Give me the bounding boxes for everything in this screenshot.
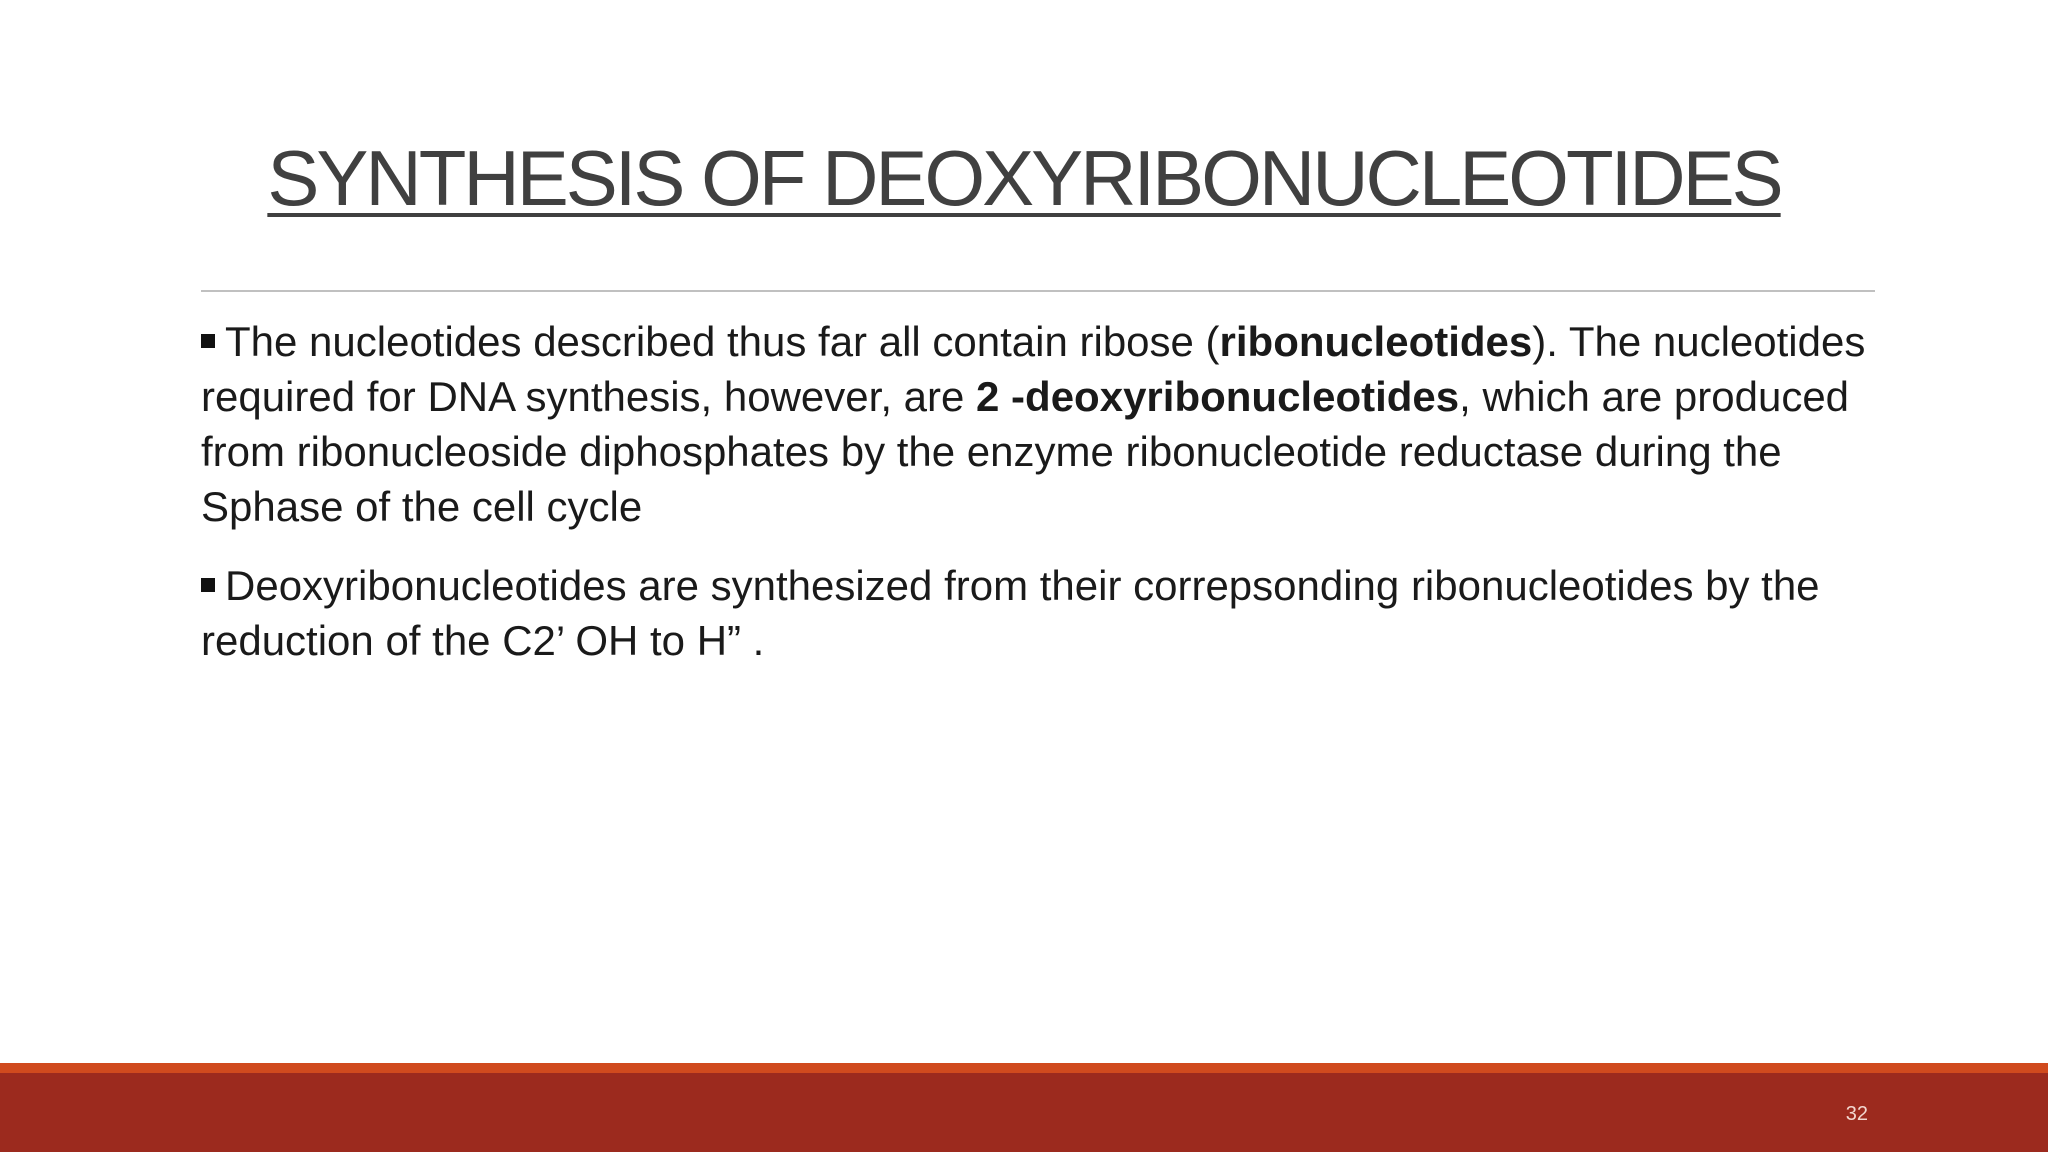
bullet-1-text-a: The nucleotides described thus far all contain ribose ( (225, 318, 1220, 365)
title-divider (201, 290, 1875, 292)
slide-body (188, 314, 1888, 692)
bullet-1-bold-ribonucleotides: ribonucleotides (1219, 318, 1533, 365)
bullet-2-text: Deoxyribonucleotides are synthesized from their correpsonding ribonucleotides by the reduction of the C2’ OH to H” . (201, 562, 1820, 664)
bullet-item-2 (188, 558, 1888, 668)
bullet-1-text-b: ). The nucleotides required for DNA synthesis, however, are (201, 318, 1866, 420)
bullet-1-text-c: , which are produced from ribonucleoside diphosphates by the enzyme ribonucleotide reductase during the Sphase of the cell cycle (201, 373, 1850, 530)
bullet-item-1 (188, 314, 1888, 534)
bullet-1-bold-deoxyribonucleotides: 2 -deoxyribonucleotides (976, 373, 1460, 420)
square-bullet-icon (201, 334, 215, 348)
slide-title (0, 132, 2048, 224)
square-bullet-icon (201, 578, 215, 592)
footer-bar (0, 1073, 2048, 1152)
page-number: 32 (1845, 1103, 1868, 1125)
slide-title-text: SYNTHESIS OF DEOXYRIBONUCLEOTIDES (267, 134, 1781, 222)
footer-accent-stripe (0, 1063, 2048, 1073)
